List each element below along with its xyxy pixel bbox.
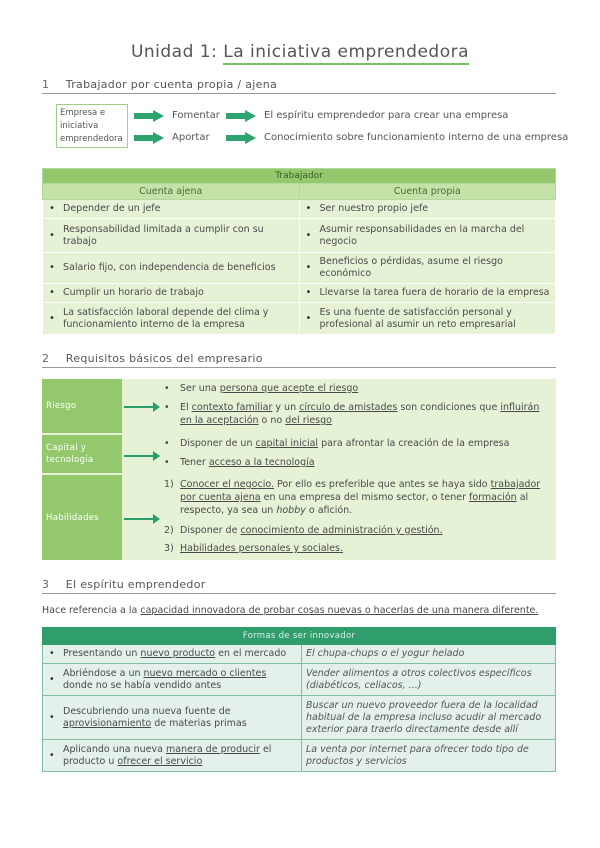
- underlined-text: trabajador por cuenta ajena: [180, 479, 541, 503]
- section-2-title: Requisitos básicos del empresario: [65, 352, 263, 365]
- arrow-right-icon: [124, 518, 154, 520]
- section-2-number: 2: [42, 352, 50, 365]
- capital-item-2: • Tener acceso a la tecnología: [164, 457, 315, 468]
- section-3-number: 3: [42, 578, 50, 591]
- section-3-title: El espíritu emprendedor: [65, 578, 206, 591]
- habilidad-item-3: [164, 542, 548, 555]
- text: donde no se había vendido antes: [63, 679, 222, 691]
- underlined-text: ofrecer el servicio: [117, 755, 203, 767]
- text: Tener: [180, 457, 209, 468]
- underlined-text: persona que acepte el riesgo: [219, 383, 359, 394]
- section-1-heading: [42, 78, 556, 94]
- table-row: [43, 200, 556, 219]
- label-riesgo: Riesgo: [42, 379, 122, 433]
- aportar-text: Conocimiento sobre funcionamiento interno de una empresa: [264, 132, 569, 143]
- underlined-text: formación: [469, 492, 517, 503]
- underlined-text: capacidad innovadora de probar cosas nuevas o hacerlas de una manera diferente.: [140, 605, 539, 616]
- table-row: [43, 740, 556, 772]
- table-row: [43, 696, 556, 740]
- underlined-text: manera de producir: [165, 743, 260, 755]
- list-number: 1): [164, 479, 174, 490]
- arrow-right-icon: [124, 406, 154, 408]
- table-row: [43, 645, 556, 664]
- capital-item-1: • Disponer de un capital inicial para afrontar la creación de la empresa: [164, 438, 510, 449]
- arrow-right-icon: [226, 110, 256, 122]
- text: Aplicando una nueva: [63, 743, 166, 755]
- underlined-text: del riesgo: [285, 415, 332, 426]
- table-cell: El chupa-chups o el yogur helado: [302, 645, 556, 664]
- underlined-text: aprovisionamiento: [63, 717, 152, 729]
- table-cell: • Responsabilidad limitada a cumplir con su trabajo: [43, 219, 300, 253]
- empresa-box-line: Empresa e: [60, 108, 106, 118]
- table-cell: • Cumplir un horario de trabajo: [43, 284, 300, 303]
- text: de materias primas: [151, 717, 247, 729]
- empresa-box: [56, 104, 128, 148]
- text: Disponer de un: [180, 438, 256, 449]
- page-title: [0, 42, 600, 62]
- section-2-heading: [42, 352, 556, 368]
- col-cuenta-ajena: Cuenta ajena: [43, 184, 300, 200]
- table-row: [43, 664, 556, 696]
- title-main: La iniciativa emprendedora: [223, 42, 469, 65]
- table-header: Trabajador: [43, 169, 556, 184]
- section-3-heading: [42, 578, 556, 594]
- underlined-text: Habilidades personales y sociales.: [180, 543, 343, 554]
- text: al respecto, ya sea un: [180, 492, 529, 516]
- table-cell: [43, 664, 302, 696]
- text: y un: [272, 402, 300, 413]
- text: o no: [258, 415, 286, 426]
- table-cell: • Es una fuente de satisfacción personal y profesional al asumir un reto empresarial: [299, 303, 556, 335]
- arrow-right-icon: [134, 132, 164, 144]
- table-cell: • Beneficios o pérdidas, asume el riesgo económico: [299, 253, 556, 284]
- verb-aportar: Aportar: [172, 132, 210, 143]
- section-3-intro: [42, 605, 538, 616]
- text: el producto u: [63, 743, 272, 767]
- label-capital: Capital y tecnología: [42, 435, 122, 473]
- list-number: 3): [164, 543, 174, 554]
- table-cell: • La satisfacción laboral depende del clima y funcionamiento interno de la empresa: [43, 303, 300, 335]
- table-cell: La venta por internet para ofrecer todo tipo de productos y servicios: [302, 740, 556, 772]
- underlined-text: influirán en la aceptación: [180, 402, 540, 426]
- table-cell: Vender alimentos a otros colectivos específicos (diabéticos, celiacos, ...): [302, 664, 556, 696]
- trabajador-table: [42, 168, 556, 335]
- habilidad-item-1: [164, 478, 548, 517]
- list-number: 2): [164, 525, 174, 536]
- table-row: [43, 284, 556, 303]
- innovador-table: [42, 627, 556, 772]
- text: Por ello es preferible que antes se haya sido: [274, 479, 491, 490]
- empresa-box-line: iniciativa: [60, 121, 99, 131]
- table-cell: [43, 645, 302, 664]
- habilidad-item-2: [164, 524, 548, 537]
- col-cuenta-propia: Cuenta propia: [299, 184, 556, 200]
- table-cell: [43, 696, 302, 740]
- table-cell: • Salario fijo, con independencia de beneficios: [43, 253, 300, 284]
- table-cell: • Ser nuestro propio jefe: [299, 200, 556, 219]
- underlined-text: acceso a la tecnología: [208, 457, 315, 468]
- underlined-text: contexto familiar: [191, 402, 273, 413]
- label-habilidades: Habilidades: [42, 475, 122, 560]
- text: o afición.: [305, 505, 353, 516]
- empresa-box-line: emprendedora: [60, 134, 123, 144]
- underlined-text: nuevo producto: [140, 648, 216, 659]
- table-row: [43, 219, 556, 253]
- text: Abriéndose a un: [63, 667, 144, 679]
- underlined-text: círculo de amistades: [299, 402, 398, 413]
- table-header: Formas de ser innovador: [43, 628, 556, 645]
- table-cell: • Asumir responsabilidades en la marcha del negocio: [299, 219, 556, 253]
- riesgo-item-1: • Ser una persona que acepte el riesgo: [164, 383, 359, 394]
- text: Hace referencia a la: [42, 605, 141, 616]
- text: en una empresa del mismo sector, o tener: [260, 492, 469, 503]
- table-cell: Buscar un nuevo proveedor fuera de la localidad habitual de la empresa incluso acudir al mercado exterior para traerlo directamente desde allí: [302, 696, 556, 740]
- arrow-right-icon: [134, 110, 164, 122]
- text: El: [180, 402, 192, 413]
- text: Presentando un: [63, 648, 141, 659]
- table-row: [43, 253, 556, 284]
- table-cell: • Llevarse la tarea fuera de horario de la empresa: [299, 284, 556, 303]
- text: para afrontar la creación de la empresa: [318, 438, 510, 449]
- verb-fomentar: Fomentar: [172, 110, 220, 121]
- arrow-right-icon: [124, 455, 154, 457]
- section-1-number: 1: [42, 78, 50, 91]
- text: Descubriendo una nueva fuente de: [63, 705, 231, 717]
- underlined-text: Conocer el negocio.: [180, 479, 275, 490]
- text: Disponer de: [180, 525, 241, 536]
- title-prefix: Unidad 1:: [130, 42, 218, 62]
- text: en el mercado: [215, 648, 287, 659]
- riesgo-item-2: • El contexto familiar y un círculo de amistades son condiciones que influirán en la aceptación o no del riesgo: [164, 402, 540, 426]
- text: Ser una: [180, 383, 220, 394]
- fomentar-text: El espíritu emprendedor para crear una empresa: [264, 110, 509, 121]
- table-cell: [43, 740, 302, 772]
- section-1-title: Trabajador por cuenta propia / ajena: [65, 78, 278, 91]
- arrow-right-icon: [226, 132, 256, 144]
- underlined-text: conocimiento de administración y gestión.: [240, 525, 443, 536]
- italic-text: hobby: [276, 505, 306, 516]
- table-cell: • Depender de un jefe: [43, 200, 300, 219]
- table-row: [43, 303, 556, 335]
- underlined-text: capital inicial: [255, 438, 319, 449]
- underlined-text: nuevo mercado o clientes: [143, 667, 267, 679]
- text: son condiciones que: [397, 402, 501, 413]
